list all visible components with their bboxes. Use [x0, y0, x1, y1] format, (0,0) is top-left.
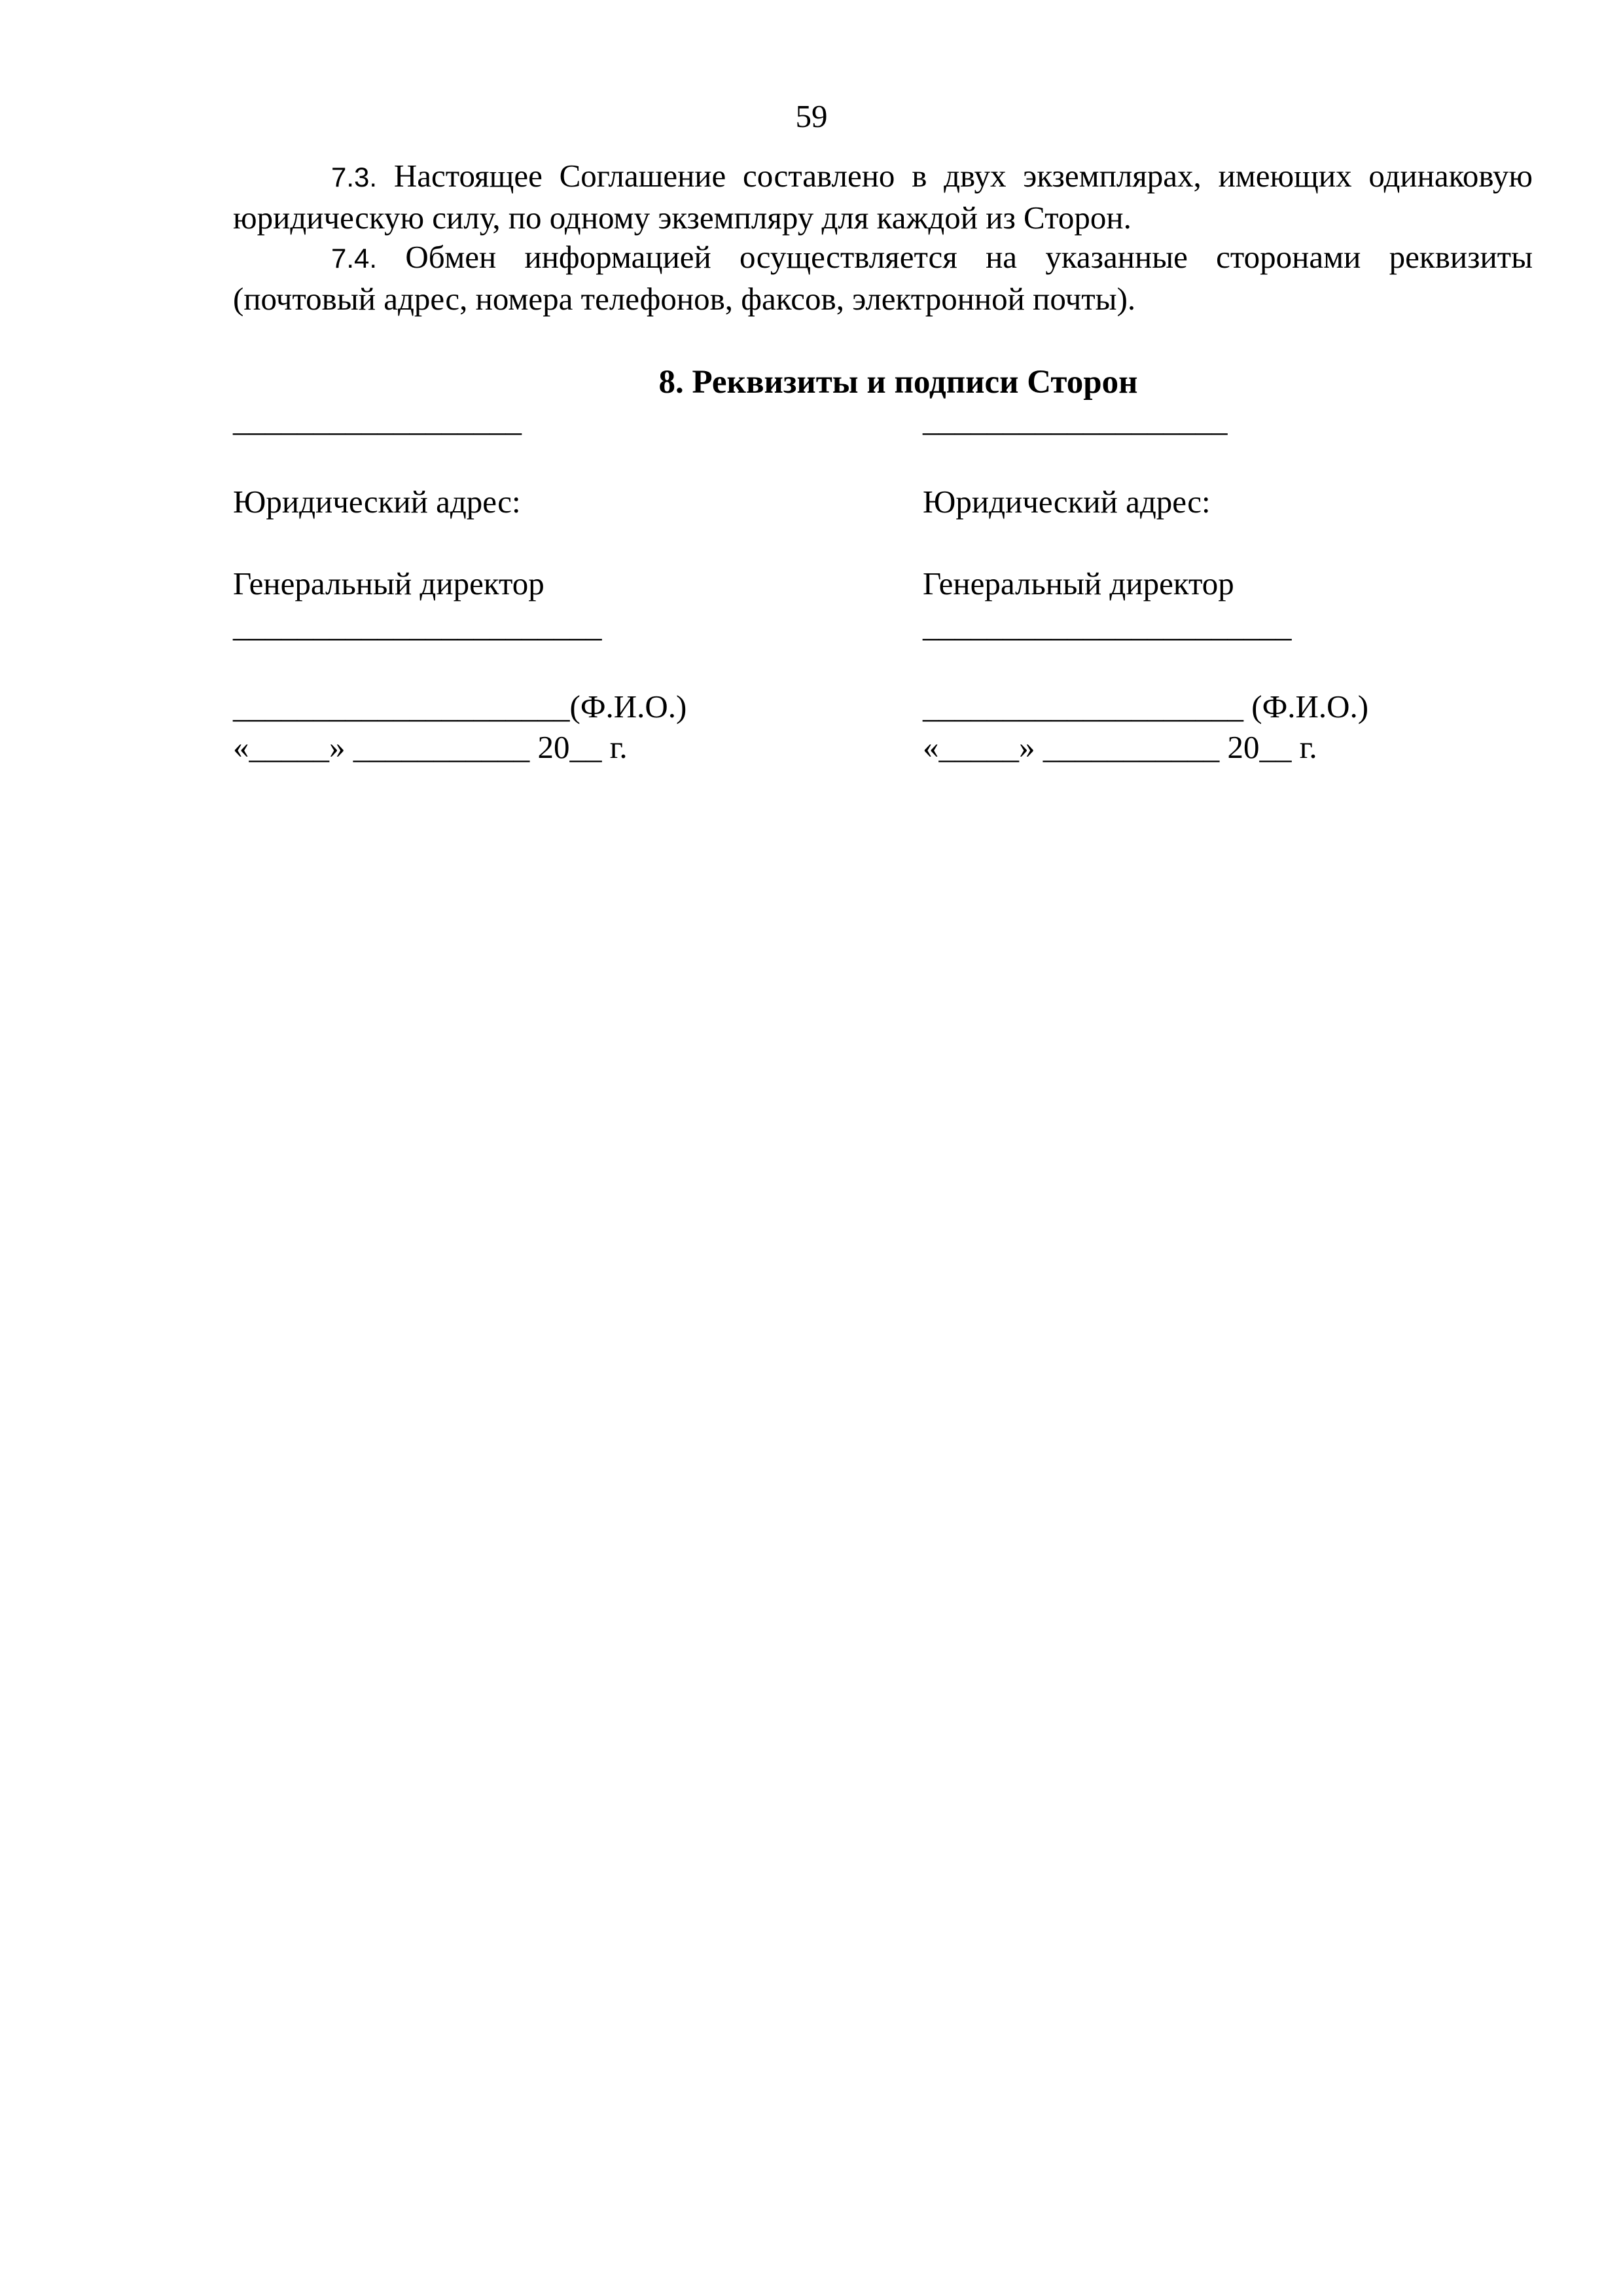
fio-line: ____________________ (Ф.И.О.)	[923, 689, 1369, 725]
director-label: Генеральный директор	[923, 565, 1234, 601]
legal-address-label: Юридический адрес:	[923, 484, 1211, 520]
section-heading: 8. Реквизиты и подписи Сторон	[658, 364, 1138, 401]
date-line: «_____» ___________ 20__ г.	[923, 729, 1317, 765]
paragraph-text: Обмен информацией осуществляется на указанные сторонами реквизиты (почтовый адрес, номера телефонов, факсов, электронной почты).	[233, 239, 1533, 317]
date-line: «_____» ___________ 20__ г.	[233, 729, 628, 765]
fio-line: _____________________(Ф.И.О.)	[233, 689, 687, 725]
paragraph-number: 7.3.	[331, 162, 378, 192]
legal-address-label: Юридический адрес:	[233, 484, 521, 520]
party-name-line: __________________	[233, 402, 522, 438]
party-column-left	[233, 0, 887, 818]
page-number: 59	[795, 98, 828, 134]
director-label: Генеральный директор	[233, 565, 544, 601]
paragraph-text: Настоящее Соглашение составлено в двух экземплярах, имеющих одинаковую юридическую силу, по одному экземпляру для каждой из Сторон.	[233, 158, 1533, 236]
signature-line: _______________________	[923, 607, 1292, 643]
party-column-right	[923, 0, 1577, 818]
party-name-line: ___________________	[923, 402, 1228, 438]
paragraph-number: 7.4.	[331, 243, 378, 274]
signature-line: _______________________	[233, 607, 602, 643]
